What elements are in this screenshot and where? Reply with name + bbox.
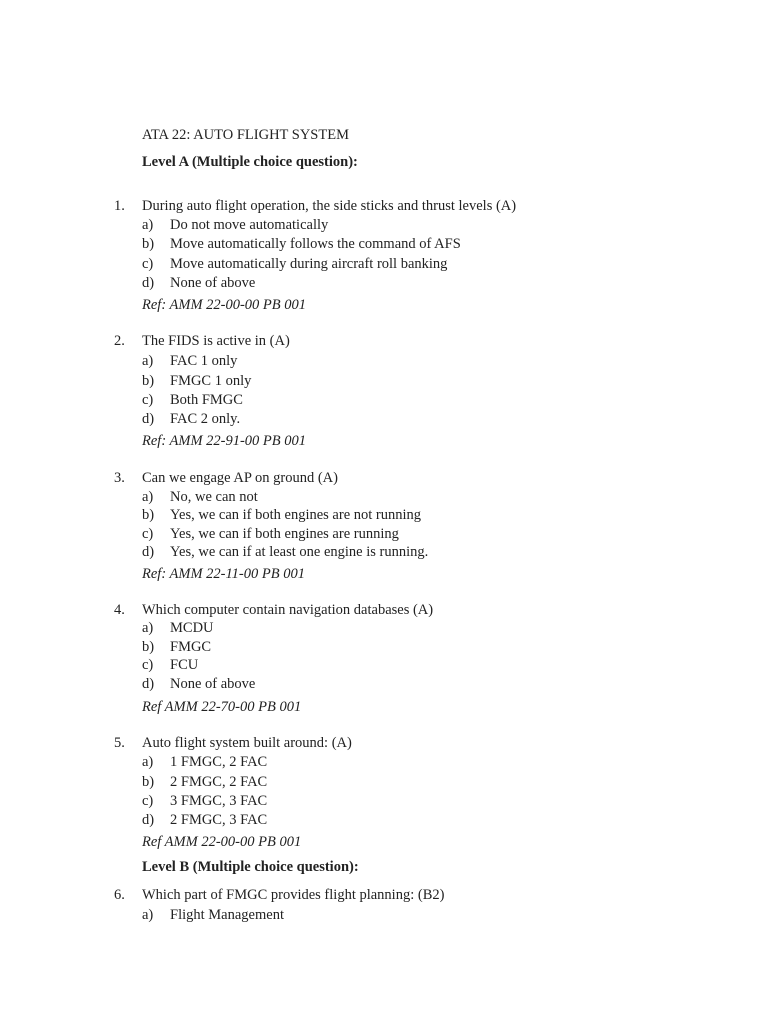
option-text: Yes, we can if at least one engine is running. — [170, 544, 429, 560]
reference: Ref: AMM 22-11-00 PB 001 — [142, 566, 305, 582]
option-text: 3 FMGC, 3 FAC — [170, 793, 268, 809]
reference: Ref AMM 22-70-00 PB 001 — [142, 699, 302, 715]
option-letter: a) — [142, 907, 154, 923]
option-text: Yes, we can if both engines are running — [170, 526, 399, 542]
option-text: Yes, we can if both engines are not running — [170, 507, 422, 523]
option-letter: b) — [142, 774, 155, 790]
level-a-heading: Level A (Multiple choice question): — [142, 154, 358, 170]
question-number: 5. — [114, 735, 125, 751]
question-number: 3. — [114, 470, 125, 486]
option-letter: b) — [142, 373, 155, 389]
option-text: No, we can not — [170, 489, 258, 505]
option-letter: d) — [142, 676, 155, 692]
option-text: None of above — [170, 676, 256, 692]
option-text: 2 FMGC, 2 FAC — [170, 774, 268, 790]
option-letter: c) — [142, 793, 154, 809]
option-letter: a) — [142, 754, 154, 770]
option-letter: d) — [142, 275, 155, 291]
level-b-heading: Level B (Multiple choice question): — [142, 859, 359, 875]
option-text: FAC 1 only — [170, 353, 238, 369]
option-letter: a) — [142, 620, 154, 636]
question-number: 1. — [114, 198, 125, 214]
option-letter: c) — [142, 526, 154, 542]
option-letter: b) — [142, 236, 155, 252]
question-number: 4. — [114, 602, 125, 618]
option-letter: d) — [142, 812, 155, 828]
option-text: MCDU — [170, 620, 214, 636]
reference: Ref AMM 22-00-00 PB 001 — [142, 834, 302, 850]
option-text: Move automatically during aircraft roll banking — [170, 256, 448, 272]
question-text: Which computer contain navigation databases (A) — [142, 602, 434, 618]
question-text: Auto flight system built around: (A) — [142, 735, 352, 751]
option-text: Both FMGC — [170, 392, 243, 408]
reference: Ref: AMM 22-00-00 PB 001 — [142, 297, 307, 313]
option-letter: d) — [142, 411, 155, 427]
option-text: None of above — [170, 275, 256, 291]
option-text: 2 FMGC, 3 FAC — [170, 812, 268, 828]
option-text: FMGC 1 only — [170, 373, 252, 389]
option-text: FAC 2 only. — [170, 411, 241, 427]
option-text: Flight Management — [170, 907, 284, 923]
option-letter: b) — [142, 507, 155, 523]
option-letter: c) — [142, 657, 154, 673]
question-text: Can we engage AP on ground (A) — [142, 470, 338, 486]
question-text: During auto flight operation, the side sticks and thrust levels (A) — [142, 198, 517, 214]
option-letter: b) — [142, 639, 155, 655]
option-letter: d) — [142, 544, 155, 560]
option-text: FCU — [170, 657, 199, 673]
document-title: ATA 22: AUTO FLIGHT SYSTEM — [142, 127, 349, 143]
option-letter: c) — [142, 256, 154, 272]
question-number: 6. — [114, 887, 125, 903]
option-text: 1 FMGC, 2 FAC — [170, 754, 268, 770]
option-letter: c) — [142, 392, 154, 408]
option-text: Do not move automatically — [170, 217, 329, 233]
option-text: FMGC — [170, 639, 212, 655]
question-number: 2. — [114, 333, 125, 349]
question-text: The FIDS is active in (A) — [142, 333, 290, 349]
option-letter: a) — [142, 489, 154, 505]
option-letter: a) — [142, 217, 154, 233]
question-text: Which part of FMGC provides flight planning: (B2) — [142, 887, 445, 903]
option-text: Move automatically follows the command of AFS — [170, 236, 461, 252]
option-letter: a) — [142, 353, 154, 369]
reference: Ref: AMM 22-91-00 PB 001 — [142, 433, 307, 449]
